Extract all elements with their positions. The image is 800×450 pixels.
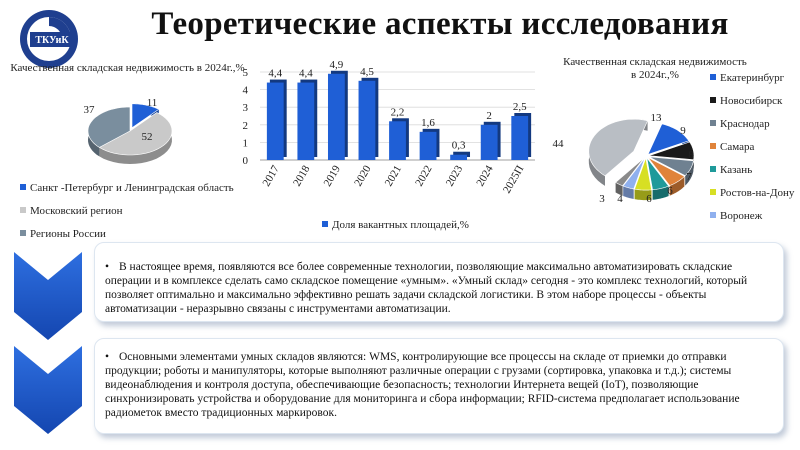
bullet: • <box>105 351 110 363</box>
bar-value-label: 2,5 <box>512 101 527 113</box>
left-pie-caption: Качественная складская недвижимость в 2024г.,% <box>10 62 245 74</box>
y-tick-label: 4 <box>242 84 248 97</box>
y-tick-label: 5 <box>242 67 248 79</box>
legend-label: Ростов-на-Дону <box>720 187 795 199</box>
chevron-down-icon <box>14 346 82 434</box>
page-title: Теоретические аспекты исследования <box>151 6 729 42</box>
bar-value-label: 4,9 <box>329 58 344 71</box>
right-pie-data-label: 4 <box>617 193 623 205</box>
bullet: • <box>105 261 110 273</box>
legend-label: Регионы России <box>30 228 106 240</box>
right-pie-caption: Качественная складская недвижимость в 2024г.,% <box>563 56 747 81</box>
left-pie-data-label: 37 <box>83 104 95 116</box>
bar-value-label: 2 <box>486 109 492 122</box>
right-pie-data-label: 13 <box>650 112 662 124</box>
x-tick-label: 2022 <box>413 163 435 189</box>
right-pie-data-label: 6 <box>667 185 673 197</box>
bar-value-label: 4,4 <box>268 67 283 80</box>
panel-text: Основными элементами умных складов являются: WMS, контролирующие все процессы на складе от приемки до отправки продукции; роботы и манипуляторы, которые выполняют различные операции с грузами (сортировка, упаковка и т.д.); системы видеонаблюдения и контроля доступа, обеспечивающие безопасность; технологии Интернета вещей (IoT), позволяющие синхронизировать устройства и оборудование для мониторинга и сбора информации; RFID-система предполагает использование радиометок вместо традиционных маркировок. <box>105 351 740 419</box>
chevron-down-icon <box>14 252 82 340</box>
text-panel-2 <box>94 338 784 434</box>
bar-value-label: 1,6 <box>421 116 435 129</box>
legend-label: Московский регион <box>30 205 123 217</box>
legend-label: Казань <box>720 164 753 176</box>
left-pie-data-label: 11 <box>146 97 158 109</box>
right-pie-data-label: 6 <box>646 193 652 205</box>
right-pie-data-label: 9 <box>680 125 686 137</box>
legend-label: Самара <box>720 141 755 153</box>
legend-label: Екатеринбург <box>720 72 785 84</box>
x-tick-label: 2019 <box>321 163 343 189</box>
legend-label: Воронеж <box>720 210 763 222</box>
right-pie-data-label: 3 <box>599 193 605 205</box>
x-tick-label: 2023 <box>443 163 466 189</box>
left-pie-data-label: 52 <box>141 131 153 143</box>
legend-label: Санкт -Петербург и Ленинградская область <box>30 182 234 194</box>
right-pie-data-label: 8 <box>688 149 694 161</box>
panel-text: В настоящее время, появляются все более современные технологии, позволяющие максимально автоматизировать складские операции и в комплексе сделать само складское помещение «умным». «Умный склад» сегодня - это комплекс технологий, который позволяет оптимально и максимально эффективно решать задачи складской логистики. В этом наборе процессы - объекты автоматизации - неразрывно связаны с инструментами автоматизации. <box>105 261 748 315</box>
x-tick-label: 2024 <box>474 163 496 189</box>
legend-label: Краснодар <box>720 118 770 130</box>
bar-value-label: 4,5 <box>360 65 374 78</box>
logo-text: ТКУиК <box>35 35 69 46</box>
right-pie-data-label: 7 <box>686 171 692 183</box>
y-tick-label: 1 <box>242 137 248 150</box>
y-tick-label: 3 <box>242 102 248 115</box>
x-tick-label: 2020 <box>352 163 374 189</box>
x-tick-label: 2018 <box>291 163 313 189</box>
bar-value-label: 2,2 <box>390 106 405 119</box>
x-tick-label: 2021 <box>382 163 405 189</box>
x-tick-label: 2017 <box>260 163 282 189</box>
legend-label: Новосибирск <box>720 95 783 107</box>
bar-legend-label: Доля вакантных площадей,% <box>332 219 469 231</box>
x-tick-label: 2025П <box>500 163 527 196</box>
y-tick-label: 2 <box>242 119 248 132</box>
right-pie-data-label: 44 <box>552 138 564 150</box>
bar-value-label: 0,3 <box>451 139 466 152</box>
text-panel-1 <box>94 242 784 322</box>
y-tick-label: 0 <box>242 155 248 167</box>
bar-value-label: 4,4 <box>298 67 313 80</box>
